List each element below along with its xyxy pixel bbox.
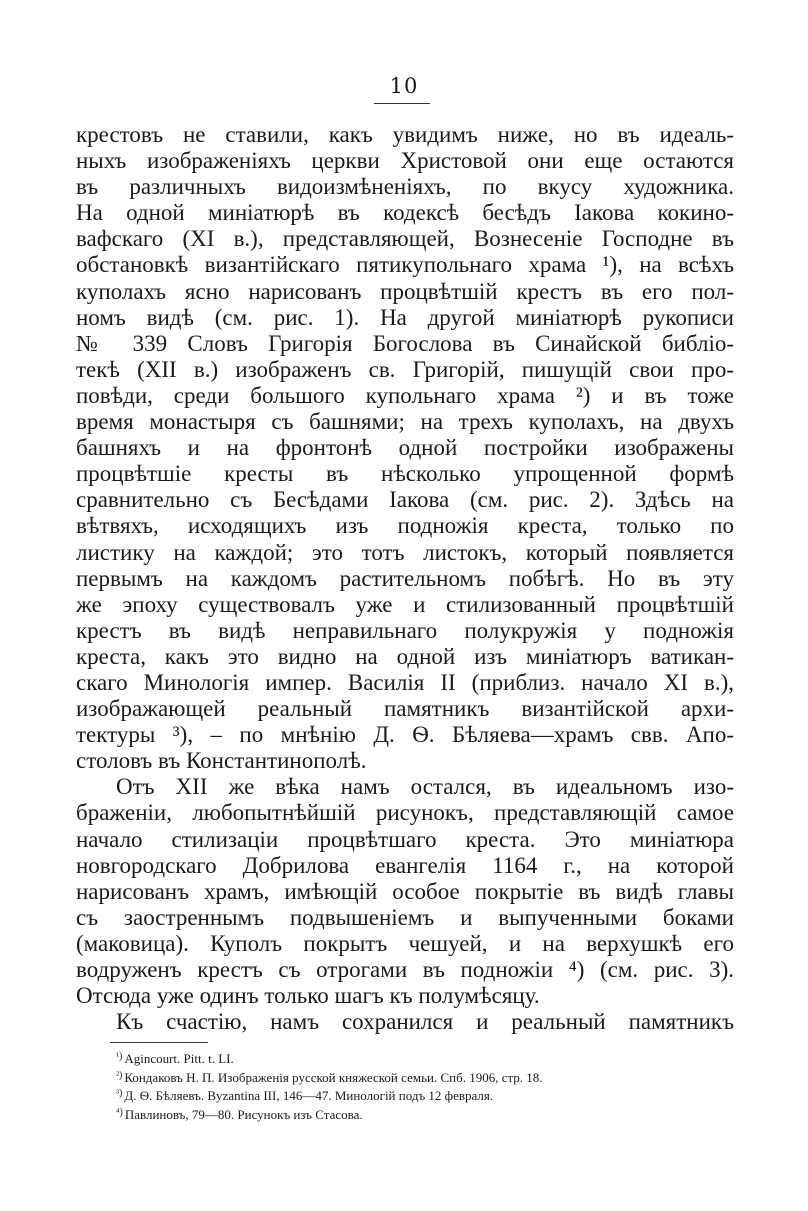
text-line: новгородскаго Добрилова евангелія 1164 г., на которой <box>76 852 734 878</box>
text-line: № 339 Словъ Григорія Богослова въ Синайской библіо- <box>76 330 734 356</box>
footnote <box>116 1105 736 1124</box>
text-line: куполахъ ясно нарисованъ процвѣтшій крестъ въ его пол- <box>76 278 734 304</box>
body-text <box>76 122 734 1035</box>
text-line: вѣтвяхъ, исходящихъ изъ подножія креста, только по <box>76 513 734 539</box>
footnote-text: Павлиновъ, 79—80. Рисунокъ изъ Стасова. <box>124 1106 363 1122</box>
footnote <box>116 1049 736 1068</box>
text-line: столовъ въ Константинополѣ. <box>76 748 367 774</box>
footnote-text: Agincourt. Pitt. t. LI. <box>124 1051 234 1066</box>
footnote-mark: ³) <box>116 1088 123 1099</box>
text-line: листику на каждой; это тотъ листокъ, который появляется <box>76 539 734 565</box>
page-number-rule <box>374 103 430 104</box>
text-line: нарисованъ храмъ, имѣющій особое покрытіе въ видѣ главы <box>76 878 734 904</box>
footnote <box>116 1086 736 1105</box>
text-line: крестъ въ видѣ неправильнаго полукружія у подножія <box>76 617 734 643</box>
text-line: креста, какъ это видно на одной изъ миніатюръ ватикан- <box>76 643 734 669</box>
text-line: время монастыря съ башнями; на трехъ куполахъ, на двухъ <box>76 409 734 435</box>
text-line: повѣди, среди большого купольнаго храма ²) и въ тоже <box>76 382 734 408</box>
footnotes-rule <box>110 1042 208 1043</box>
text-line: Отъ XII же вѣка намъ остался, въ идеальномъ изо- <box>116 774 734 800</box>
text-line: На одной миніатюрѣ въ кодексѣ бесѣдъ Іакова кокино- <box>76 200 734 226</box>
text-line: первымъ на каждомъ растительномъ побѣгѣ. Но въ эту <box>76 565 734 591</box>
footnote-mark: ²) <box>116 1069 123 1081</box>
text-line: обстановкѣ византійскаго пятикупольнаго храма ¹), на всѣхъ <box>76 252 734 278</box>
footnote <box>116 1068 736 1087</box>
footnote-text: Д. Ѳ. Бѣляевъ. Byzantina III, 146—47. Минологій подъ 12 февраля. <box>124 1088 494 1103</box>
footnote-mark: ⁴) <box>116 1106 123 1118</box>
text-line: Къ счастію, намъ сохранился и реальный памятникъ <box>116 1009 734 1035</box>
text-line: номъ видѣ (см. рис. 1). На другой миніатюрѣ рукописи <box>76 304 734 330</box>
text-line: изображающей реальный памятникъ византійской архи- <box>76 696 734 722</box>
text-line: тектуры ³), – по мнѣнію Д. Ѳ. Бѣляева—храмъ свв. Апо- <box>76 722 734 748</box>
text-line: текѣ (XII в.) изображенъ св. Григорій, пишущій свои про- <box>76 356 734 382</box>
text-line: башняхъ и на фронтонѣ одной постройки изображены <box>76 435 734 461</box>
text-line: водруженъ крестъ съ отрогами въ подножіи ⁴) (см. рис. 3). <box>76 957 734 982</box>
text-line: начало стилизаціи процвѣтшаго креста. Это миніатюра <box>76 826 734 852</box>
text-line: скаго Минологія импер. Василія II (приблиз. начало XI в.), <box>76 669 734 695</box>
footnotes <box>116 1049 736 1123</box>
footnote-mark: ¹) <box>116 1051 123 1062</box>
footnote-text: Кондаковъ Н. П. Изображенія русской княжеской семьи. Спб. 1906, стр. 18. <box>124 1069 543 1085</box>
text-line: въ различныхъ видоизмѣненіяхъ, по вкусу художника. <box>76 174 734 200</box>
text-line: процвѣтшіе кресты въ нѣсколько упрощенной формѣ <box>76 461 734 487</box>
text-line: ныхъ изображеніяхъ церкви Христовой они еще остаются <box>76 148 734 174</box>
text-line: съ заостреннымъ подвышеніемъ и выпученными боками <box>76 904 734 930</box>
text-line: сравнительно съ Бесѣдами Іакова (см. рис. 2). Здѣсь на <box>76 487 734 513</box>
text-line: же эпоху существовалъ уже и стилизованный процвѣтшій <box>76 591 734 617</box>
text-line: браженіи, любопытнѣйшій рисунокъ, представляющій самое <box>76 800 734 826</box>
text-line: (маковица). Куполъ покрытъ чешуей, и на верхушкѣ его <box>76 930 734 956</box>
text-line: крестовъ не ставили, какъ увидимъ ниже, но въ идеаль- <box>76 122 734 147</box>
text-line: Отсюда уже одинъ только шагъ къ полумѣсяцу. <box>76 983 540 1009</box>
page-number: 10 <box>389 74 419 98</box>
text-line: вафскаго (XI в.), представляющей, Вознесеніе Господне въ <box>76 226 734 252</box>
